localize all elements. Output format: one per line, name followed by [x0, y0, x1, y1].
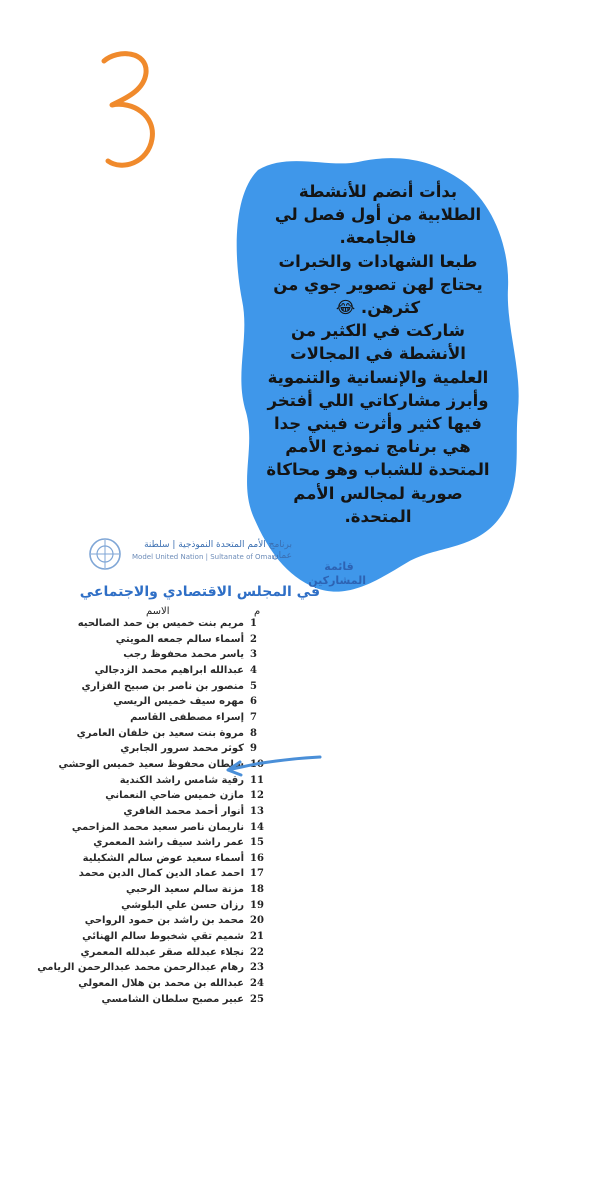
participant-name: عبدالله ابراهيم محمد الزدجالي	[94, 665, 244, 676]
participant-name: رقية شامس راشد الكندية	[119, 774, 244, 786]
caption-text	[252, 180, 504, 528]
row-number: 6	[250, 696, 257, 708]
participant-name: مازن خميس ضاحي النعماني	[105, 790, 244, 802]
participants-heading	[308, 560, 366, 588]
un-emblem-icon	[88, 537, 122, 571]
row-number: 5	[250, 680, 257, 692]
row-number: 24	[250, 978, 264, 989]
row-number: 20	[250, 915, 264, 927]
hand-drawn-number-three	[90, 45, 170, 175]
participant-name: عمر راشد سيف راشد المعمري	[93, 837, 244, 849]
caption-line: شاركت في الكثير من	[291, 321, 465, 341]
caption-line: فيها كثير وأثرت فيني جدا	[274, 414, 482, 434]
column-header-name: الاسم	[146, 606, 170, 617]
caption-line: صورية لمجالس الأمم	[293, 483, 463, 503]
participant-name: ياسر محمد محفوظ رجب	[123, 649, 244, 661]
participant-name: مريم بنت خميس بن حمد الصالحيه	[77, 618, 244, 629]
row-number: 7	[250, 711, 257, 723]
row-number: 1	[250, 618, 257, 629]
participant-name: محمد بن راشد بن حمود الرواحي	[84, 915, 244, 927]
participant-name: مروة بنت سعيد بن خلفان العامري	[76, 727, 244, 739]
column-header-number: م	[254, 606, 261, 617]
row-number: 25	[250, 993, 264, 1005]
participant-name: ناريمان ناصر سعيد محمد المزاحمي	[71, 821, 244, 833]
participant-name: احمد عماد الدين كمال الدين محمد	[78, 868, 244, 880]
row-number: 18	[250, 884, 264, 895]
row-number: 19	[250, 899, 264, 911]
participant-name: عبير مصبح سلطان الشامسي	[101, 993, 244, 1005]
row-number: 14	[250, 821, 264, 833]
participant-name: أسماء سعيد عوض سالم الشكيلية	[82, 852, 244, 864]
row-number: 23	[250, 962, 264, 974]
participant-name: شميم تقي شخبوط سالم الهنائي	[82, 931, 244, 942]
row-number: 11	[250, 774, 264, 786]
row-number: 12	[250, 790, 264, 802]
participant-name: مهره سيف خميس الريسي	[113, 696, 244, 708]
caption-line: هي برنامج نموذج الأمم	[285, 437, 471, 457]
participant-name: عبدالله بن محمد بن هلال المعولي	[78, 978, 244, 989]
participant-name: سلطان محفوظ سعيد خميس الوحشي	[58, 758, 244, 770]
caption-line: يحتاج لهن تصوير جوي من	[273, 274, 483, 294]
row-number: 8	[250, 727, 257, 739]
program-title: برنامج الأمم المتحدة النموذجية | سلطنة عمان	[144, 540, 292, 561]
caption-line: المتحدة.	[344, 506, 412, 526]
row-number: 10	[250, 758, 264, 770]
council-title: في المجلس الاقتصادي والاجتماعي	[79, 584, 320, 600]
caption-line: المتحدة للشباب وهو محاكاة	[266, 460, 490, 480]
row-number: 17	[250, 868, 264, 880]
participant-name: نجلاء عبدلله صقر عبدلله المعمري	[80, 946, 244, 958]
caption-line: بدأت أنضم للأنشطة	[298, 182, 458, 201]
row-number: 16	[250, 852, 264, 864]
program-subtitle: Model United Nation | Sultanate of Oman	[132, 553, 277, 561]
row-number: 22	[250, 946, 264, 958]
row-number: 3	[250, 649, 257, 661]
caption-line: وأبرز مشاركاتي اللي أفتخر	[267, 390, 489, 410]
participant-name: كوثر محمد سرور الجابري	[120, 743, 244, 755]
participant-name: منصور بن ناصر بن صبيح الفزاري	[81, 680, 244, 692]
participant-name: رهام عبدالرحمن محمد عبدالرحمن الريامي	[37, 962, 244, 974]
participant-name: أسماء سالم جمعه المويتي	[115, 633, 244, 645]
caption-line: الأنشطة في المجالات	[290, 344, 466, 364]
participant-name: إسراء مصطفى القاسم	[130, 711, 244, 723]
row-number: 2	[250, 633, 257, 645]
participant-name: أنوار أحمد محمد الغافري	[123, 805, 244, 817]
row-number: 9	[250, 743, 257, 755]
caption-line: فالجامعة.	[339, 228, 417, 248]
row-number: 21	[250, 931, 264, 942]
row-number: 13	[250, 805, 264, 817]
caption-line: الطلابية من أول فصل لي	[274, 205, 482, 225]
participant-name: مزنة سالم سعيد الرحبي	[125, 884, 244, 895]
caption-line: كثرهن. 😂	[335, 298, 421, 318]
participants-heading-line: المشاركين	[308, 574, 366, 587]
participants-heading-line: قائمة	[324, 560, 354, 573]
participant-name: رزان حسن علي البلوشي	[121, 899, 244, 911]
row-number: 15	[250, 837, 264, 849]
caption-line: طبعا الشهادات والخبرات	[278, 251, 478, 271]
caption-line: العلمية والإنسانية والتنموية	[267, 367, 489, 387]
row-number: 4	[250, 665, 257, 676]
